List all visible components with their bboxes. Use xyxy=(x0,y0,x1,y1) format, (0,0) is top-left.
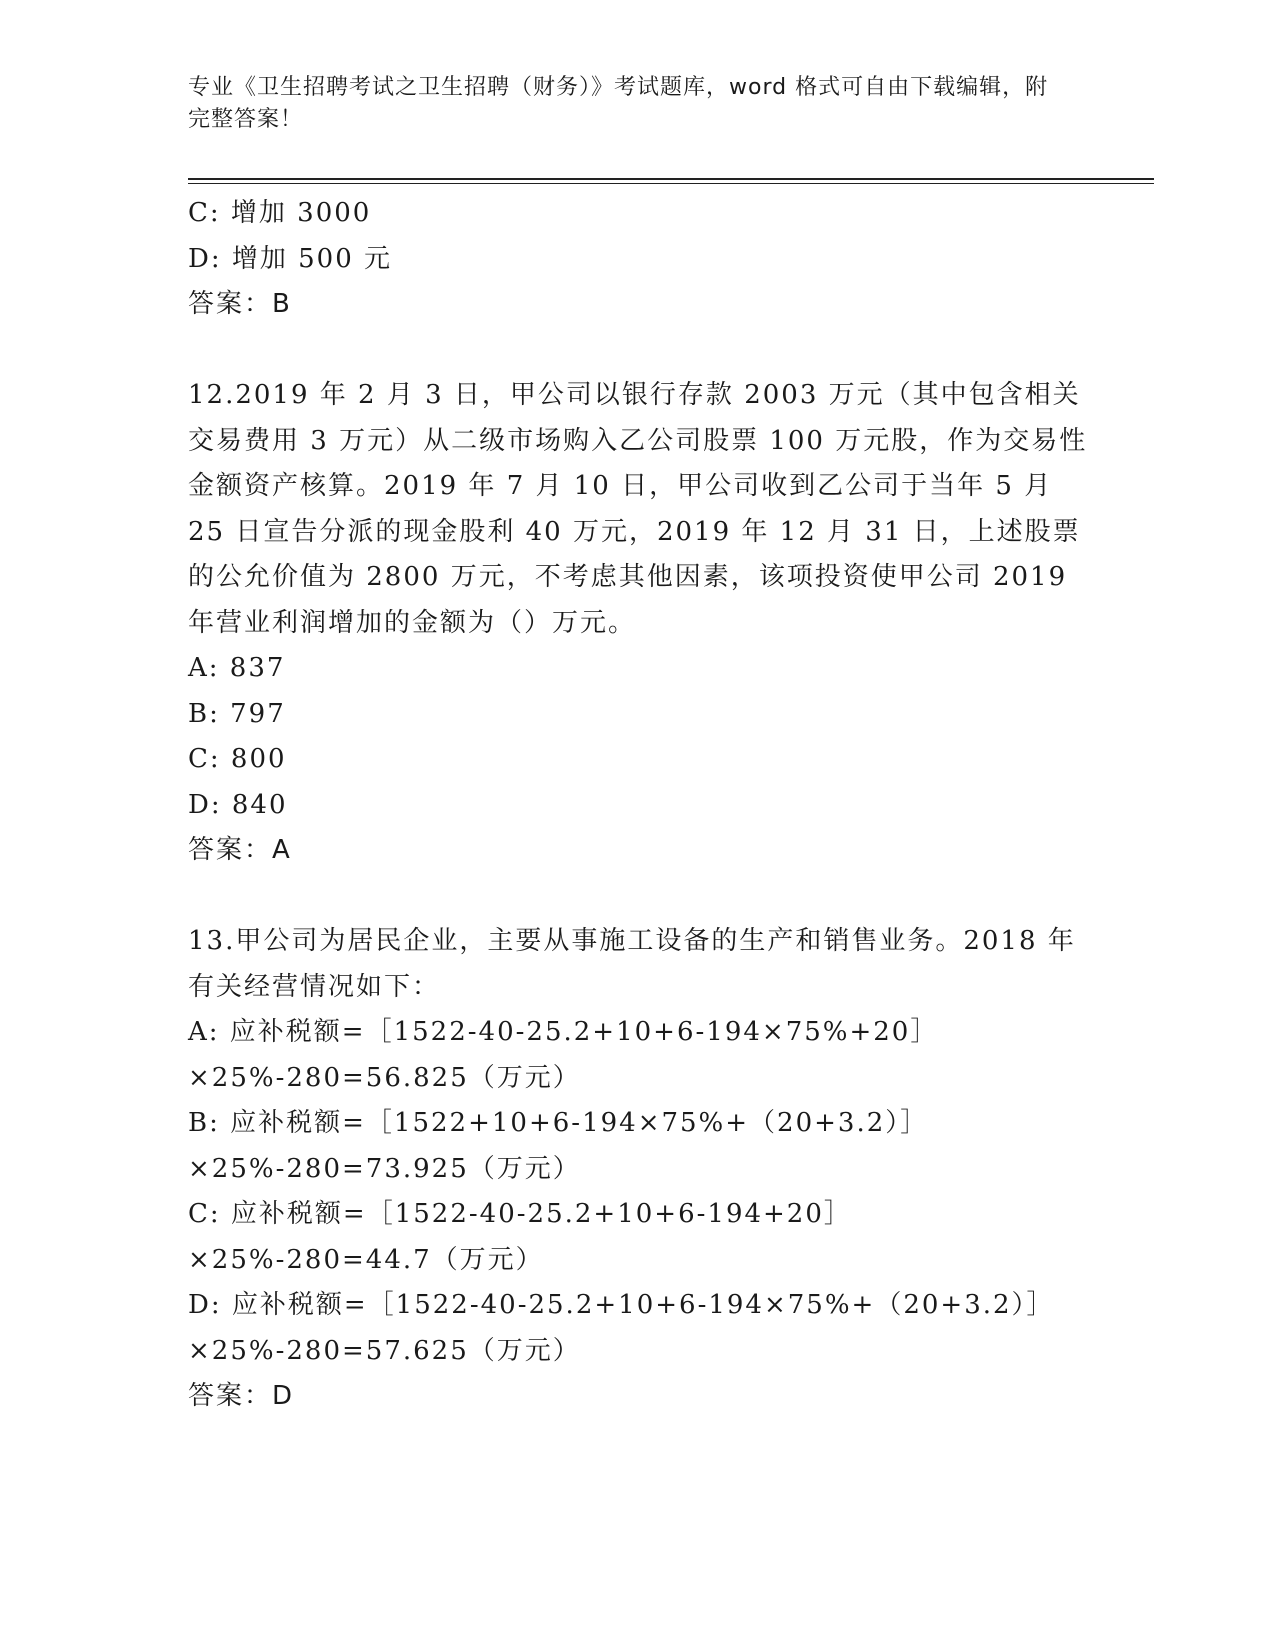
answer-label: 答案：A xyxy=(188,835,292,865)
option-d: D: 840 xyxy=(188,789,288,820)
option-b: B: 应补税额=［1522+10+6-194×75%+（20+3.2）］×25%-280=73.925（万元） xyxy=(188,1108,929,1184)
option-d: D: 应补税额=［1522-40-25.2+10+6-194×75%+（20+3.2）］×25%-280=57.625（万元） xyxy=(188,1290,1055,1366)
spacer xyxy=(188,874,1088,920)
question-stem: 13.甲公司为居民企业，主要从事施工设备的生产和销售业务。2018 年有关经营情况如下： xyxy=(188,926,1076,1002)
header-text: 专业《卫生招聘考试之卫生招聘（财务）》考试题库，word 格式可自由下载编辑，附完整答案！ xyxy=(188,75,1049,132)
header-rule-thin xyxy=(188,183,1154,184)
option-d: D: 增加 500 元 xyxy=(188,243,393,274)
answer-label: 答案：B xyxy=(188,289,292,319)
option-a: A: 837 xyxy=(188,653,286,683)
question-13 xyxy=(188,919,1088,1420)
option-b: B: 797 xyxy=(188,698,286,729)
document-header xyxy=(188,72,1068,136)
option-c: C: 800 xyxy=(188,744,287,774)
option-c: C: 增加 3000 xyxy=(188,198,372,228)
option-a: A: 应补税额=［1522-40-25.2+10+6-194×75%+20］×25%-280=56.825（万元） xyxy=(188,1017,939,1093)
option-c: C: 应补税额=［1522-40-25.2+10+6-194+20］×25%-280=44.7（万元） xyxy=(188,1199,852,1275)
question-list xyxy=(188,191,1088,1420)
question-12 xyxy=(188,373,1088,874)
previous-question-tail xyxy=(188,191,1088,328)
answer-label: 答案：D xyxy=(188,1381,295,1411)
spacer xyxy=(188,328,1088,374)
question-stem: 12.2019 年 2 月 3 日，甲公司以银行存款 2003 万元（其中包含相关交易费用 3 万元）从二级市场购入乙公司股票 100 万元股，作为交易性金额资产核算。2019 年 7 月 10 日，甲公司收到乙公司于当年 5 月 25 日宣告分派的现金股利 40 万元，2019 年 12 月 31 日，上述股票的公允价值为 2800 万元，不考虑其他因素，该项投资使甲公司 2019 年营业利润增加的金额为（）万元。 xyxy=(188,380,1088,638)
header-rule-thick xyxy=(188,178,1154,180)
